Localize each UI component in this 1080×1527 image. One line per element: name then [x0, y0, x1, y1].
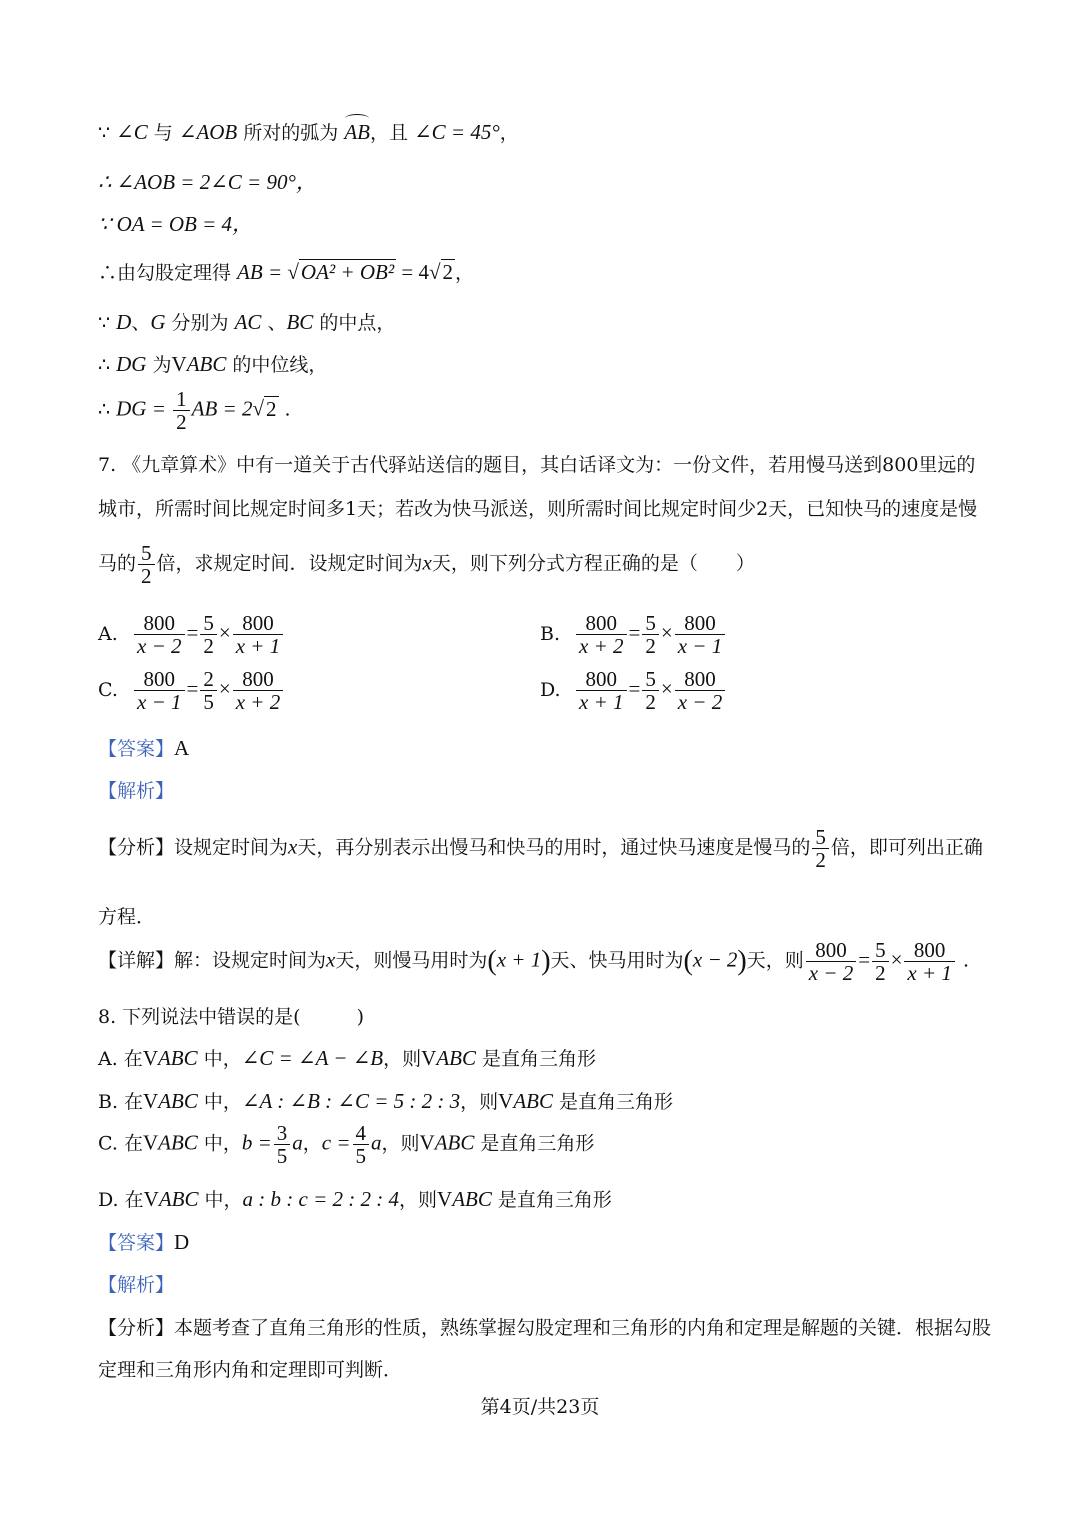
sqrt-expression: 2 [442, 260, 454, 284]
text: 与 [147, 122, 179, 144]
text: ， [455, 262, 475, 284]
q7-answer [98, 734, 189, 761]
math: ∠C [116, 120, 148, 144]
q8-option-d: D. 在VABC 中，a : b : c = 2 : 2 : 4，则VABC 是直角三角形 [98, 1187, 612, 1211]
q8-fenxi-line-2: 定理和三角形内角和定理即可判断． [98, 1359, 403, 1381]
math: D [116, 310, 132, 334]
math: AC [234, 310, 262, 334]
sqrt-expression: OA² + OB² [300, 260, 395, 284]
q7-option-c: C. $\frac{800}{x - 1}$ = $\frac{2}{5}$ × $\frac{800}{x + 2}$ [98, 668, 285, 713]
q8-title: 8. 下列说法中错误的是( ) [98, 1006, 365, 1028]
solution-line-7: ∴ DG = $\frac{1}{2}$ AB = 2√2 . [98, 387, 291, 435]
math: ABC [186, 352, 227, 376]
q7-detail: 【详解】解：设规定时间为x天，则慢马用时为(x + 1)天、快马用时为(x − 2)天，则 $\frac{800}{x - 2}$ = $\frac{5}{2}$ × $\frac{800}{x + 1}$ . [98, 938, 969, 986]
q8-answer [98, 1228, 189, 1255]
math: ∴ ∠AOB = 2∠C = 90°， [98, 170, 317, 194]
solution-line-1 [98, 118, 519, 145]
math: AB = 2 [191, 396, 253, 421]
solution-line-5: ∵ D、G 分别为 AC 、BC 的中点， [98, 310, 396, 334]
answer-value: A [174, 736, 190, 760]
answer-tag: 【答案】 [98, 738, 175, 760]
solution-line-2 [98, 166, 317, 196]
solution-line-3 [98, 208, 253, 238]
solution-line-4: ∴由勾股定理得 AB = √OA² + OB² = 4√2 ， [98, 260, 475, 284]
answer-tag: 【答案】 [98, 1232, 175, 1254]
answer-value: D [174, 1230, 190, 1254]
math: G [150, 310, 166, 334]
q7-fenxi-line-2: 方程． [98, 906, 156, 928]
q7-analysis-tag: 【解析】 [98, 780, 175, 802]
math: AB = [237, 260, 288, 284]
text: ， [499, 122, 519, 144]
q8-analysis-tag: 【解析】 [98, 1274, 175, 1296]
math: ∠C = 45° [414, 120, 500, 144]
math: = 4 [396, 260, 429, 284]
math: BC [286, 310, 314, 334]
q7-line-1: 7. 《九章算术》中有一道关于古代驿站送信的题目，其白话译文为：一份文件，若用慢马送到800里远的 [98, 454, 976, 476]
text: 所对的弧为 [237, 122, 345, 144]
math: DG [116, 352, 147, 376]
q7-option-a: A. $\frac{800}{x - 2}$ = $\frac{5}{2}$ × $\frac{800}{x + 1}$ [98, 612, 285, 657]
detail-tag: 【详解】 [98, 949, 175, 972]
q7-line-3: 马的 $\frac{5}{2}$ 倍，求规定时间．设规定时间为x天，则下列分式方程正确的是（ ） [98, 541, 755, 589]
fenxi-tag: 【分析】 [98, 1317, 175, 1339]
q8-option-c: C. 在VABC 中，b = $\frac{3}{5}$ a，c = $\frac{4}{5}$ a，则VABC 是直角三角形 [98, 1121, 595, 1169]
fenxi-tag: 【分析】 [98, 836, 175, 859]
q8-option-a: A. 在VABC 中，∠C = ∠A − ∠B，则VABC 是直角三角形 [98, 1046, 597, 1070]
math: ∠AOB [178, 120, 238, 144]
page-footer: 第4页/共23页 [480, 1396, 600, 1418]
text: ∴由勾股定理得 [98, 262, 238, 284]
q8-fenxi: 【分析】本题考查了直角三角形的性质，熟练掌握勾股定理和三角形的内角和定理是解题的关键．根据勾股 [98, 1317, 992, 1339]
fraction: $\frac{5}{2}$ [138, 542, 155, 587]
q7-fenxi: 【分析】设规定时间为x天，再分别表示出慢马和快马的用时，通过快马速度是慢马的 $\frac{5}{2}$ 倍，即可列出正确 [98, 825, 983, 873]
arc-ab: AB [344, 120, 371, 144]
q7-option-d: D. $\frac{800}{x + 1}$ = $\frac{5}{2}$ × $\frac{800}{x - 2}$ [540, 668, 727, 713]
math: DG = [116, 396, 172, 421]
q7-option-b: B. $\frac{800}{x + 2}$ = $\frac{5}{2}$ × $\frac{800}{x - 1}$ [540, 612, 727, 657]
math: ∵ OA = OB = 4， [98, 212, 254, 236]
because-symbol: ∵ [98, 122, 117, 144]
solution-line-6: ∴ DG 为VABC 的中位线， [98, 352, 328, 376]
text: ，且 [370, 122, 415, 144]
q7-line-2: 城市，所需时间比规定时间多1天；若改为快马派送，则所需时间比规定时间少2天，已知快马的速度是慢 [98, 498, 978, 520]
fraction: $\frac{1}{2}$ [173, 388, 190, 433]
q8-option-b: B. 在VABC 中，∠A : ∠B : ∠C = 5 : 2 : 3，则VABC 是直角三角形 [98, 1089, 674, 1113]
triangle-symbol: V [171, 352, 187, 376]
sqrt-expression: 2 [266, 396, 277, 421]
